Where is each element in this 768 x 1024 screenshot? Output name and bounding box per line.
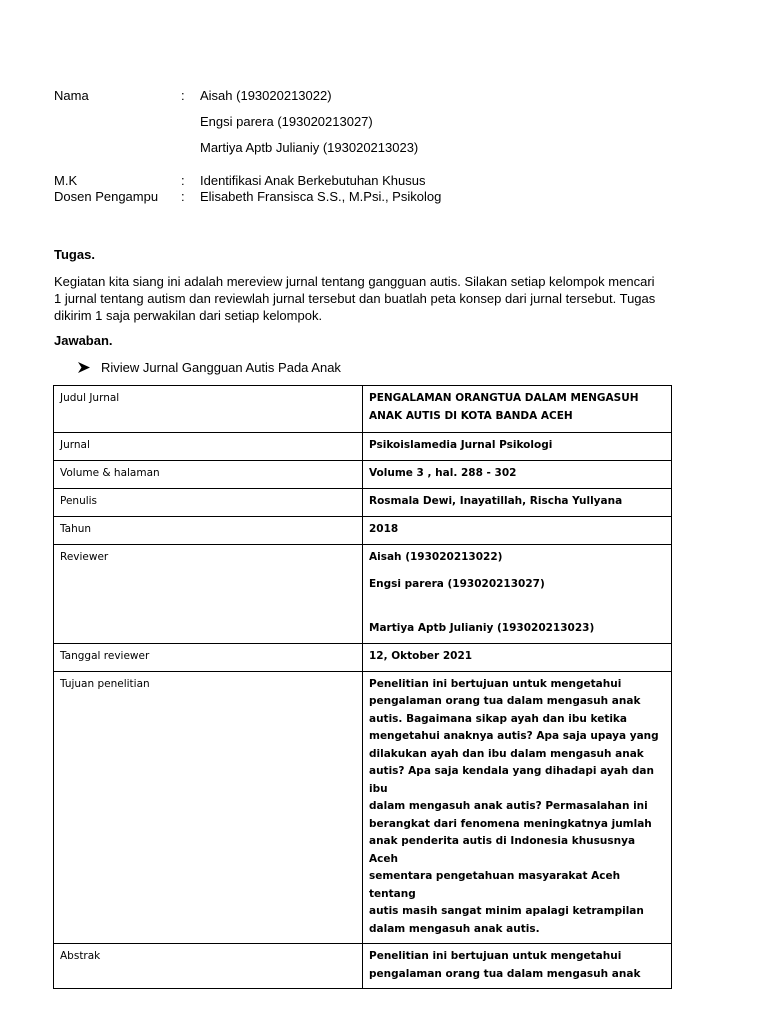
- nama-colon: :: [181, 88, 185, 103]
- review-table: [53, 385, 672, 989]
- tujuan-line: mengetahui anaknya autis? Apa saja upaya yang: [369, 730, 659, 742]
- tujuan-line: sementara pengetahuan masyarakat Aceh tentang: [369, 870, 621, 900]
- reviewer-1: Aisah (193020213022): [369, 551, 503, 563]
- nama-label: Nama: [54, 88, 89, 103]
- reviewer-value: [363, 545, 672, 644]
- tugas-line-3: dikirim 1 saja perwakilan dari setiap kelompok.: [54, 308, 323, 323]
- tahun-value: 2018: [363, 517, 672, 545]
- tujuan-line: anak penderita autis di Indonesia khususnya Aceh: [369, 835, 636, 865]
- table-row: [54, 944, 672, 989]
- tujuan-line: berangkat dari fenomena meningkatnya jumlah: [369, 817, 652, 830]
- tugas-paragraph: [54, 273, 726, 324]
- member-3: Martiya Aptb Julianiy (193020213023): [200, 140, 419, 155]
- tanggal-value: 12, Oktober 2021: [363, 643, 672, 671]
- tahun-label: Tahun: [54, 517, 363, 545]
- tujuan-line: autis? Apa saja kendala yang dihadapi ayah dan ibu: [369, 765, 654, 795]
- tujuan-line: Penelitian ini bertujuan untuk mengetahui: [369, 677, 622, 690]
- arrow-bullet-icon: [77, 361, 91, 374]
- penulis-label: Penulis: [54, 489, 363, 517]
- tujuan-label: Tujuan penelitian: [54, 671, 363, 944]
- mk-label: M.K: [54, 173, 78, 188]
- tujuan-line: pengalaman orang tua dalam mengasuh anak: [369, 695, 641, 707]
- mk-value: Identifikasi Anak Berkebutuhan Khusus: [200, 173, 426, 188]
- table-row: [54, 545, 672, 644]
- tujuan-line: autis masih sangat minim apalagi ketrampilan: [369, 905, 644, 917]
- reviewer-label: Reviewer: [54, 545, 363, 644]
- tujuan-value: [363, 671, 672, 944]
- volume-value: Volume 3 , hal. 288 - 302: [363, 461, 672, 489]
- judul-label: Judul Jurnal: [54, 386, 363, 433]
- tugas-line-1: Kegiatan kita siang ini adalah mereview jurnal tentang gangguan autis. Silakan setiap kelompok mencari: [54, 274, 655, 289]
- tujuan-line: dalam mengasuh anak autis? Permasalahan ini: [369, 800, 648, 812]
- judul-value: [363, 386, 672, 433]
- dosen-label: Dosen Pengampu: [54, 189, 159, 204]
- reviewer-3: Martiya Aptb Julianiy (193020213023): [369, 622, 595, 634]
- mk-colon: :: [181, 173, 185, 188]
- dosen-value: Elisabeth Fransisca S.S., M.Psi., Psikolog: [200, 189, 442, 204]
- member-2: Engsi parera (193020213027): [200, 114, 373, 129]
- jawaban-heading: Jawaban.: [54, 333, 113, 348]
- penulis-value: Rosmala Dewi, Inayatillah, Rischa Yullyana: [363, 489, 672, 517]
- table-row: [54, 489, 672, 517]
- tanggal-label: Tanggal reviewer: [54, 643, 363, 671]
- tujuan-line: autis. Bagaimana sikap ayah dan ibu ketika: [369, 712, 628, 725]
- volume-label: Volume & halaman: [54, 461, 363, 489]
- abstrak-line: pengalaman orang tua dalam mengasuh anak: [369, 967, 641, 980]
- abstrak-label: Abstrak: [54, 944, 363, 989]
- judul-line-2: ANAK AUTIS DI KOTA BANDA ACEH: [369, 409, 573, 422]
- bullet-item: Riview Jurnal Gangguan Autis Pada Anak: [101, 360, 341, 375]
- dosen-colon: :: [181, 189, 185, 204]
- jurnal-label: Jurnal: [54, 433, 363, 461]
- tugas-heading: Tugas.: [54, 247, 95, 262]
- abstrak-value: [363, 944, 672, 989]
- reviewer-2: Engsi parera (193020213027): [369, 577, 545, 590]
- table-row: [54, 517, 672, 545]
- tujuan-line: dilakukan ayah dan ibu dalam mengasuh anak: [369, 747, 644, 760]
- jurnal-value: Psikoislamedia Jurnal Psikologi: [363, 433, 672, 461]
- table-row: [54, 386, 672, 433]
- tugas-line-2: 1 jurnal tentang autism dan reviewlah jurnal tersebut dan buatlah peta konsep dari jurnal tersebut. Tugas: [54, 291, 656, 306]
- judul-line-1: PENGALAMAN ORANGTUA DALAM MENGASUH: [369, 392, 639, 404]
- tujuan-line: dalam mengasuh anak autis.: [369, 922, 540, 935]
- abstrak-line: Penelitian ini bertujuan untuk mengetahui: [369, 950, 622, 962]
- member-1: Aisah (193020213022): [200, 88, 332, 103]
- table-row: [54, 461, 672, 489]
- table-row: [54, 671, 672, 944]
- table-row: [54, 433, 672, 461]
- table-row: [54, 643, 672, 671]
